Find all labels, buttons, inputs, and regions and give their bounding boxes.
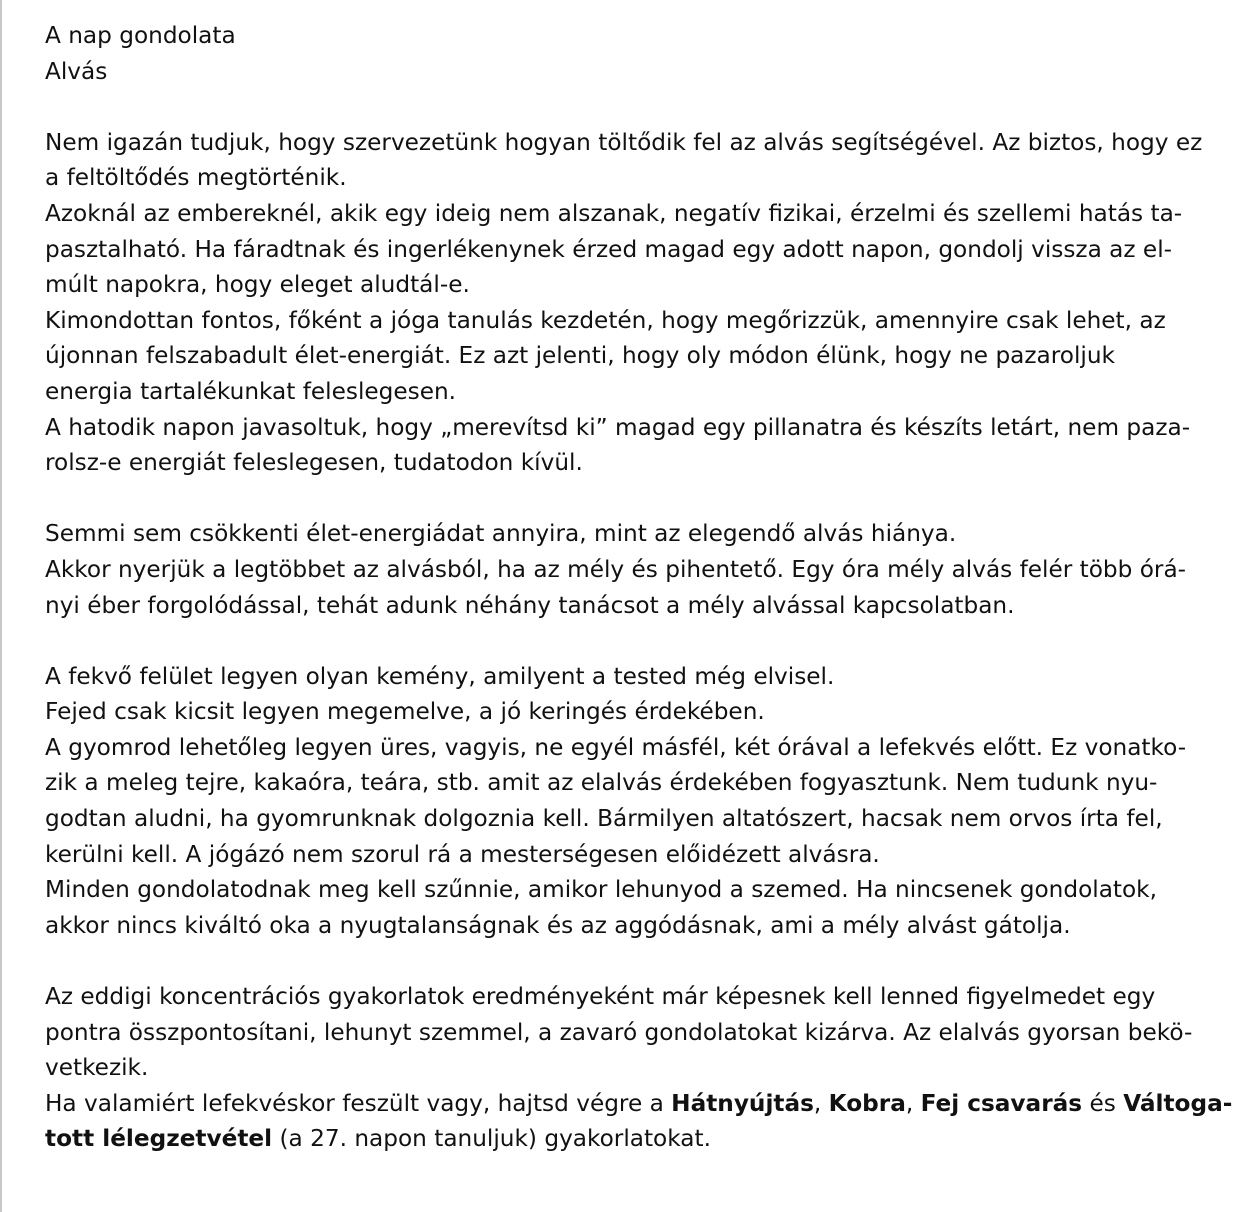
text-line: energia tartalékunkat feleslegesen. [45, 377, 457, 405]
text-line: Kimondottan fontos, főként a jóga tanulás kezdetén, hogy megőrizzük, amennyire csak lehet, az [45, 306, 1166, 334]
text-line: A fekvő felület legyen olyan kemény, amilyent a tested még elvisel. [45, 662, 835, 690]
spacer [45, 89, 1205, 125]
text-line: Az eddigi koncentrációs gyakorlatok eredményeként már képesnek kell lenned figyelmedet egy [45, 983, 1156, 1011]
text-line: vetkezik. [45, 1054, 149, 1082]
paragraph-energy [45, 516, 1205, 623]
text-line: Semmi sem csökkenti élet-energiádat annyira, mint az elegendő alvás hiánya. [45, 520, 957, 548]
paragraph-tips [45, 659, 1205, 944]
text-line: Azoknál az embereknél, akik egy ideig nem alszanak, negatív fizikai, érzelmi és szellemi hatás ta- [45, 199, 1183, 227]
paragraph-concentration [45, 979, 1233, 1157]
exercise-name: Váltoga- [1123, 1089, 1233, 1117]
text-line: Minden gondolatodnak meg kell szűnnie, amikor lehunyod a szemed. Ha nincsenek gondolatok, [45, 876, 1157, 904]
text-line: Nem igazán tudjuk, hogy szervezetünk hogyan töltődik fel az alvás segítségével. Az biztos, hogy ez [45, 128, 1203, 156]
text-line: múlt napokra, hogy eleget aludtál-e. [45, 271, 470, 299]
text-line-exercises-1 [45, 1086, 1233, 1122]
spacer [45, 481, 1205, 517]
text-line: akkor nincs kiváltó oka a nyugtalanságnak és az aggódásnak, ami a mély alvást gátolja. [45, 911, 1071, 939]
text-run: Ha valamiért lefekvéskor feszült vagy, hajtsd végre a [45, 1089, 672, 1117]
text-line: A gyomrod lehetőleg legyen üres, vagyis, ne egyél másfél, két órával a lefekvés előtt. Ez vonatko- [45, 733, 1187, 761]
text-run: (a 27. napon tanuljuk) gyakorlatokat. [272, 1125, 711, 1153]
page-title: Alvás [45, 57, 108, 85]
text-line: A hatodik napon javasoltuk, hogy „merevítsd ki” magad egy pillanatra és készíts letárt, nem paza- [45, 413, 1191, 441]
page-left-border [0, 0, 2, 1212]
text-run: és [1082, 1089, 1124, 1117]
text-line: nyi éber forgolódással, tehát adunk néhány tanácsot a mély alvással kapcsolatban. [45, 591, 1015, 619]
paragraph-intro [45, 125, 1205, 481]
text-line: Akkor nyerjük a legtöbbet az alvásból, ha az mély és pihentető. Egy óra mély alvás felér több órá- [45, 555, 1187, 583]
text-line: kerülni kell. A jógázó nem szorul rá a mesterségesen előidézett alvásra. [45, 840, 880, 868]
exercise-name: Kobra [828, 1089, 906, 1117]
text-line: rolsz-e energiát feleslegesen, tudatodon kívül. [45, 449, 583, 477]
exercise-name: Hátnyújtás [671, 1089, 814, 1117]
text-line: pontra összpontosítani, lehunyt szemmel, a zavaró gondolatokat kizárva. Az elalvás gyorsan bekö- [45, 1018, 1193, 1046]
spacer [45, 623, 1205, 659]
exercise-name: Fej csavarás [920, 1089, 1083, 1117]
text-line-exercises-2 [45, 1121, 1205, 1157]
spacer [45, 943, 1205, 979]
text-line: zik a meleg tejre, kakaóra, teára, stb. amit az elalvás érdekében fogyasztunk. Nem tudunk nyu- [45, 769, 1158, 797]
exercise-name: tott lélegzetvétel [45, 1125, 273, 1153]
text-line: újonnan felszabadult élet-energiát. Ez azt jelenti, hogy oly módon élünk, hogy ne pazaroljuk [45, 342, 1115, 370]
text-line: Fejed csak kicsit legyen megemelve, a jó keringés érdekében. [45, 698, 765, 726]
document-body [45, 18, 1233, 1157]
text-run: , [813, 1089, 829, 1117]
text-line: godtan aludni, ha gyomrunknak dolgoznia kell. Bármilyen altatószert, hacsak nem orvos írta fel, [45, 805, 1163, 833]
text-line: a feltöltődés megtörténik. [45, 164, 347, 192]
text-line: pasztalható. Ha fáradtnak és ingerlékenynek érzed magad egy adott napon, gondolj vissza az el- [45, 235, 1173, 263]
section-label: A nap gondolata [45, 22, 236, 49]
text-run: , [905, 1089, 921, 1117]
